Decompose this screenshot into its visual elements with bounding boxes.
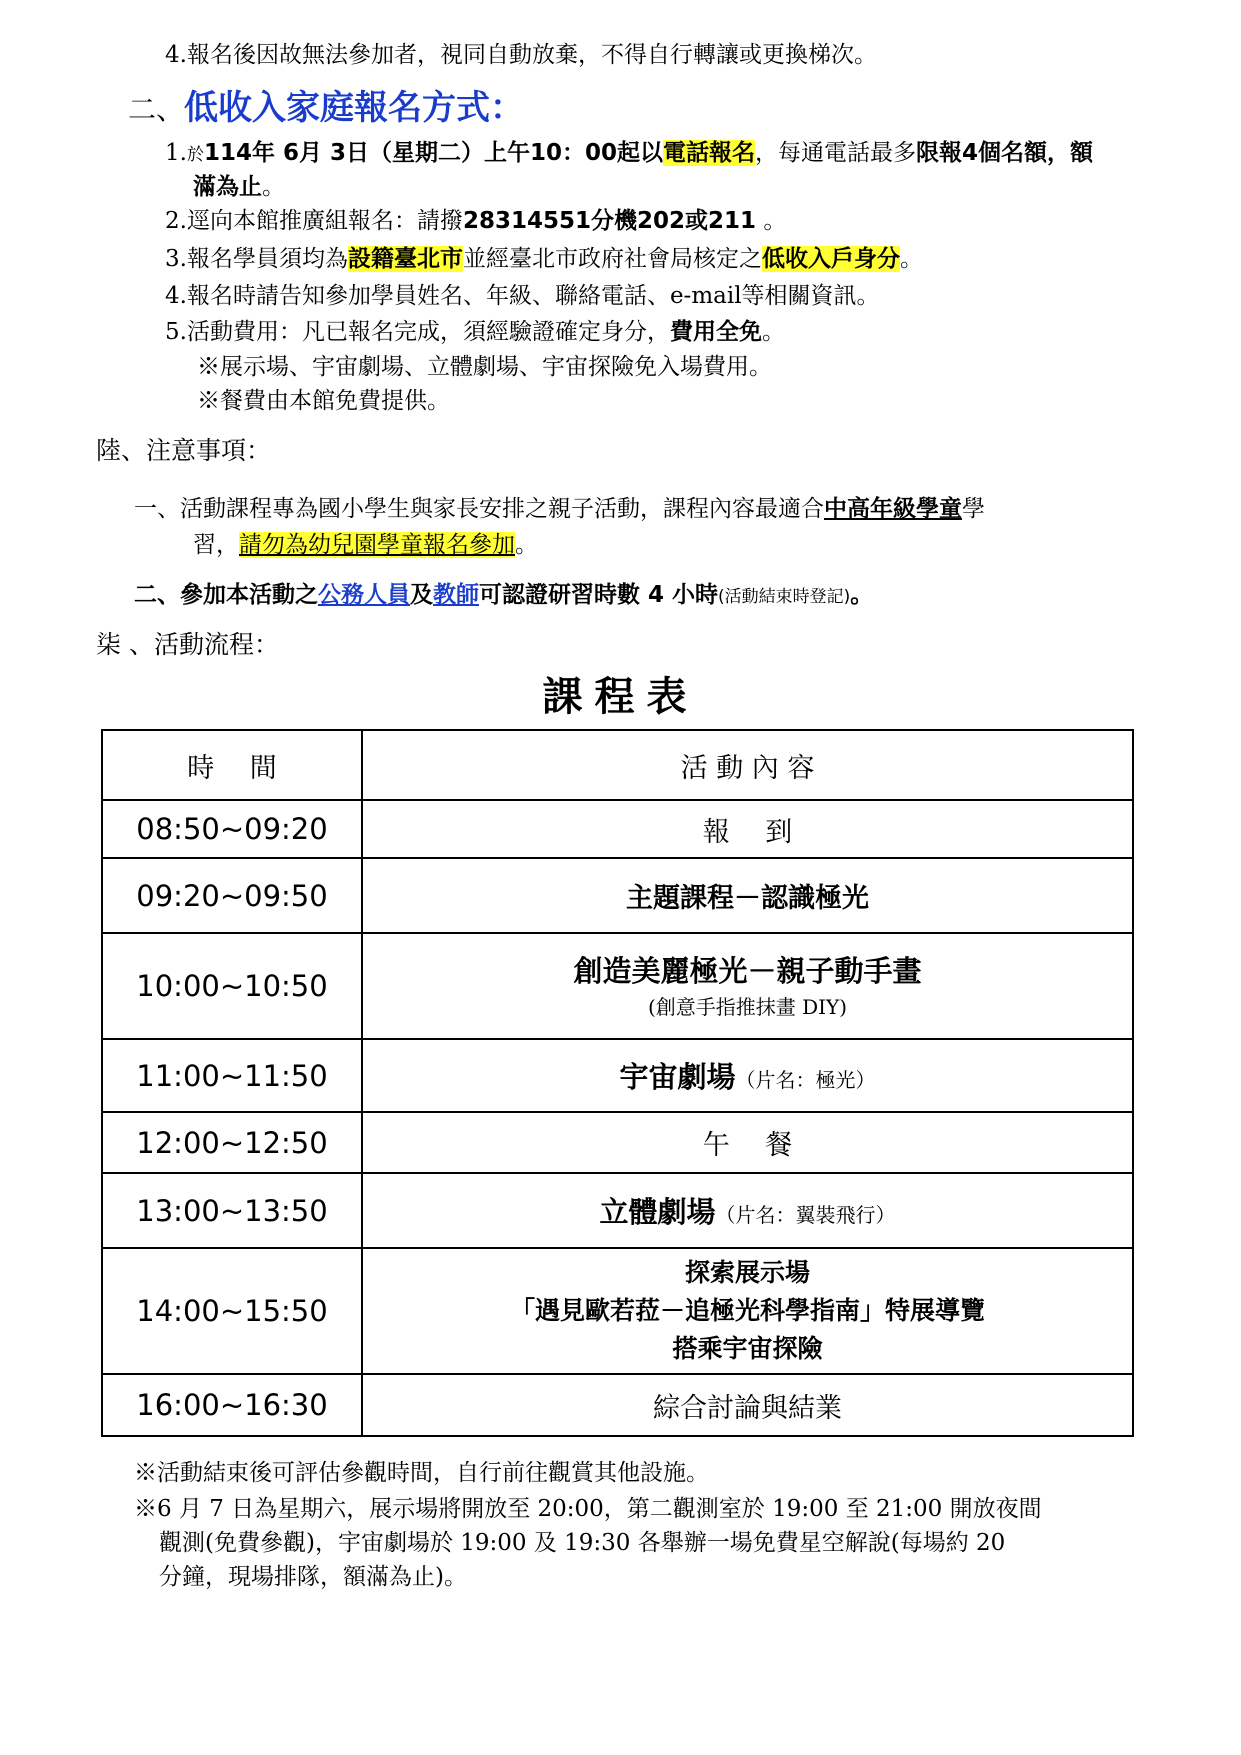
activity-cell: 綜合討論與結業 [362,1374,1133,1436]
activity-sub: （片名：翼裝飛行） [715,1203,896,1227]
section-2-heading [128,88,524,132]
schedule-title: 課程表 [542,673,699,720]
text: 5.活動費用：凡已報名完成，須經驗證確定身分， [165,319,670,345]
section-2-title: 低收入家庭報名方式： [184,88,525,128]
header-time: 時 間 [102,730,362,800]
text: 並經臺北市政府社會局核定之 [462,246,762,272]
time-cell: 10:00~10:50 [102,933,362,1039]
activity-line-2: 「遇見歐若菈－追極光科學指南」特展導覽 [509,1296,985,1325]
activity-cell [362,1173,1133,1248]
text: 。 [850,582,874,608]
footnote-2-line-1: ※6 月 7 日為星期六，展示場將開放至 20:00，第二觀測室於 19:00 至 21:00 開放夜間 [134,1496,1042,1522]
text: ，每通電話最多 [755,140,917,166]
table-header-row [102,730,1133,800]
text: 二、參加本活動之 [134,582,318,608]
target-grade: 中高年級學童 [824,496,962,522]
activity-main: 宇宙劇場 [619,1060,736,1094]
table-row [102,1374,1133,1436]
section-2-item-1 [165,138,1093,170]
section-2-item-4: 4.報名時請告知參加學員姓名、年級、聯絡電話、e-mail等相關資訊。 [165,283,880,309]
text: 學 [962,496,985,522]
schedule-table [101,729,1134,1437]
table-row [102,1039,1133,1112]
text: 。 [515,532,538,558]
text: 習， [193,532,239,558]
section-2-item-1-cont [193,172,285,202]
text: 及 [410,582,433,608]
text: 2.逕向本館推廣組報名：請撥 [165,208,463,234]
text: 滿為止 [193,174,262,200]
footnote-2-line-2: 觀測(免費參觀)，宇宙劇場於 19:00 及 19:30 各舉辦一場免費星空解說(每場約 20 [159,1530,1006,1556]
item-number: 1. [165,140,187,166]
activity-cell: 報 到 [362,800,1133,858]
previous-section-item-4: 4.報名後因故無法參加者，視同自動放棄，不得自行轉讓或更換梯次。 [165,42,877,68]
text: 。 [899,246,923,272]
section-6-heading: 陸、注意事項： [96,436,272,465]
phone-registration-highlight: 電話報名 [663,140,756,166]
activity-sub: (創意手指推抹畫 DIY) [647,995,848,1019]
text: 3.報名學員須均為 [165,246,348,272]
quota-limit: 限報4個名額，額 [916,140,1094,166]
time-cell: 14:00~15:50 [102,1248,362,1374]
activity-line-3: 搭乘宇宙探險 [672,1334,823,1363]
activity-sub: （片名：極光） [735,1068,876,1092]
table-row [102,800,1133,858]
phone-number: 28314551分機202或211 [462,208,757,234]
time-cell: 13:00~13:50 [102,1173,362,1248]
section-2-note-2: ※餐費由本館免費提供。 [197,388,450,414]
civil-servants: 公務人員 [318,582,410,608]
section-2-item-5 [165,317,785,347]
section-7-heading: 柒 、活動流程： [96,630,279,659]
study-hours: 可認證研習時數 4 小時 [479,582,719,608]
footnote-2-line-3: 分鐘，現場排隊，額滿為止)。 [159,1564,467,1590]
activity-main: 立體劇場 [599,1195,716,1229]
footnote-1: ※活動結束後可評估參觀時間，自行前往觀賞其他設施。 [134,1460,709,1486]
section-6-item-1 [134,494,985,524]
section-2-item-3 [165,244,923,274]
table-row [102,858,1133,933]
activity-cell [362,1248,1133,1374]
text: 於 [186,145,204,165]
section-2-prefix: 二、 [128,93,185,126]
activity-cell: 主題課程－認識極光 [362,858,1133,933]
text: 。 [761,319,785,345]
table-row [102,933,1133,1039]
activity-main: 創造美麗極光－親子動手畫 [573,954,922,988]
activity-cell [362,1039,1133,1112]
section-2-item-2 [165,206,786,236]
table-row [102,1248,1133,1374]
activity-line-1: 探索展示場 [684,1258,810,1287]
header-content: 活 動 內 容 [362,730,1133,800]
table-row [102,1112,1133,1173]
free-of-charge: 費用全免 [669,319,762,345]
registration-note: (活動結束時登記) [718,587,851,607]
section-2-note-1: ※展示場、宇宙劇場、立體劇場、宇宙探險免入場費用。 [197,354,772,380]
time-cell: 11:00~11:50 [102,1039,362,1112]
activity-cell [362,933,1133,1039]
time: 上午10：00起以 [484,140,664,166]
time-cell: 12:00~12:50 [102,1112,362,1173]
teachers: 教師 [433,582,479,608]
residency-highlight: 設籍臺北市 [347,246,463,272]
text: 。 [262,174,285,200]
weekday: （星期二） [369,140,484,166]
activity-cell: 午 餐 [362,1112,1133,1173]
time-cell: 16:00~16:30 [102,1374,362,1436]
text: 。 [756,208,787,234]
time-cell: 08:50~09:20 [102,800,362,858]
section-6-item-1-cont [193,530,538,560]
date: 114年 6月 3日 [203,140,369,166]
time-cell: 09:20~09:50 [102,858,362,933]
text: 一、活動課程專為國小學生與家長安排之親子活動，課程內容最適合 [134,496,824,522]
table-row [102,1173,1133,1248]
section-6-item-2 [134,580,873,612]
no-kindergarten-highlight: 請勿為幼兒園學童報名參加 [239,532,515,558]
low-income-highlight: 低收入戶身分 [761,246,900,272]
